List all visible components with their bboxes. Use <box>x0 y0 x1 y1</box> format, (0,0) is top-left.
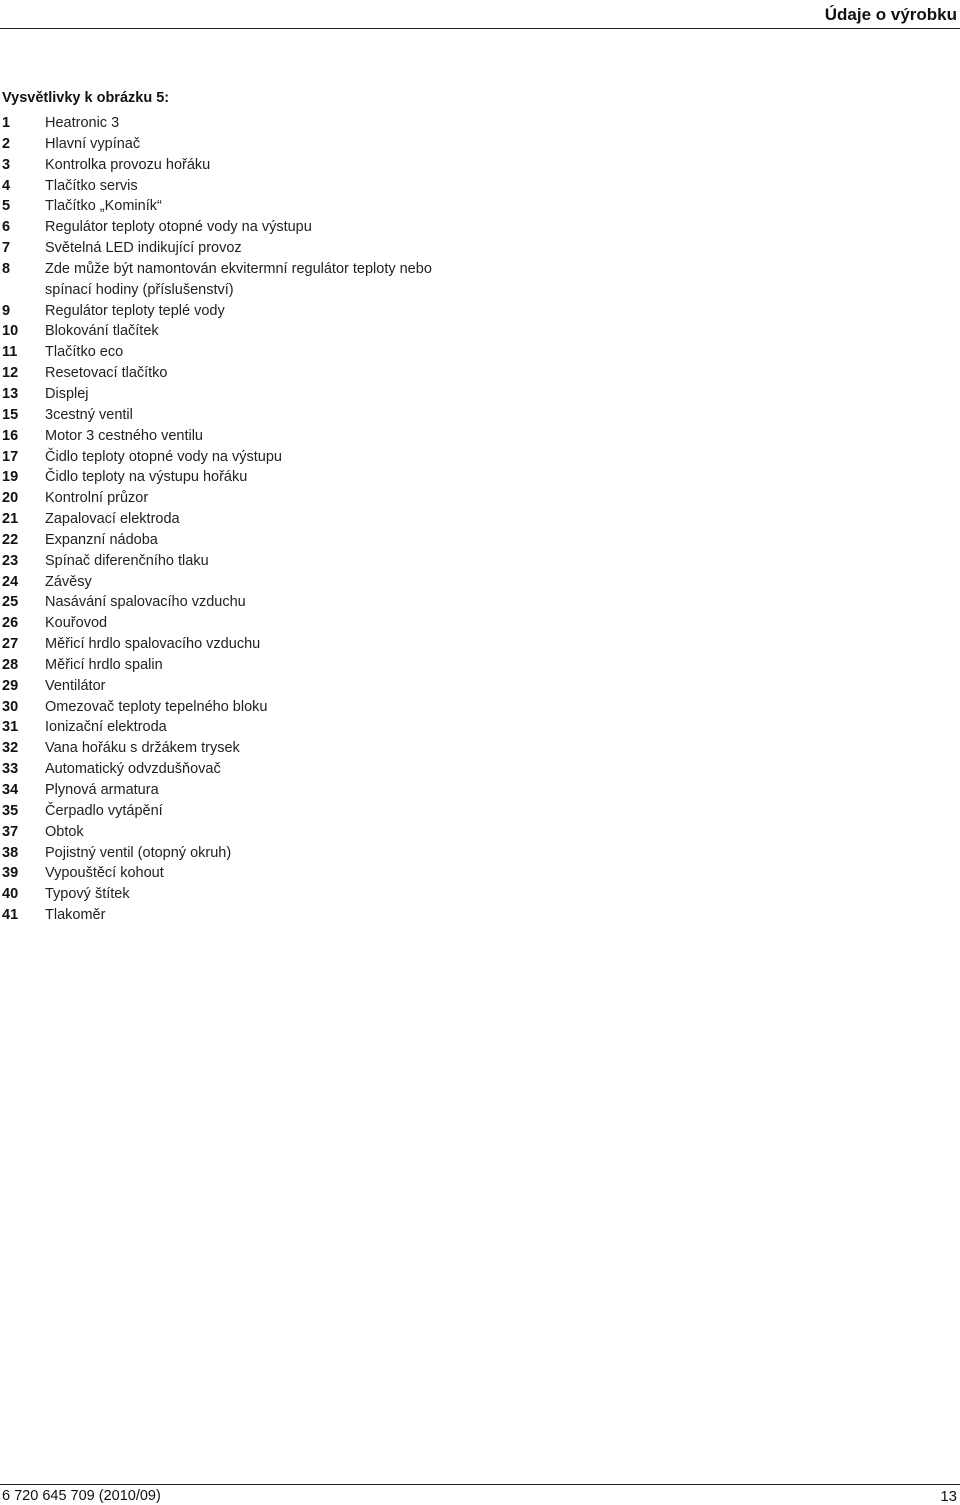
legend-item-number: 2 <box>2 135 11 152</box>
legend-item <box>2 321 902 342</box>
legend-item-text: Měřicí hrdlo spalovacího vzduchu <box>45 636 261 653</box>
legend-item-text: Plynová armatura <box>45 782 159 798</box>
legend-item <box>2 551 902 572</box>
legend-item-number: 41 <box>2 907 19 924</box>
legend-item <box>2 363 902 384</box>
legend-list <box>2 113 902 926</box>
legend-item <box>2 488 902 509</box>
legend-item-text: Světelná LED indikující provoz <box>45 240 242 257</box>
legend-item-number: 6 <box>2 219 11 236</box>
legend-item-text: Displej <box>45 385 89 402</box>
legend-item <box>2 176 902 197</box>
legend-item <box>2 843 902 864</box>
legend-item-number: 32 <box>2 740 19 757</box>
legend-item-number: 4 <box>2 177 11 194</box>
legend-item <box>2 905 902 926</box>
legend-item-text: Regulátor teploty otopné vody na výstupu <box>45 219 312 236</box>
legend-item-text: Blokování tlačítek <box>45 323 159 340</box>
page-number: 13 <box>940 1488 957 1505</box>
legend-item-text: Regulátor teploty teplé vody <box>45 302 225 319</box>
legend-item-number: 5 <box>2 198 11 215</box>
legend-item-text: Kontrolní průzor <box>45 490 149 507</box>
legend-item-number: 16 <box>2 427 19 444</box>
legend-item-number: 3 <box>2 156 11 173</box>
legend-item <box>2 217 902 238</box>
legend-item-text: Vana hořáku s držákem trysek <box>45 740 240 757</box>
legend-item-text: Pojistný ventil (otopný okruh) <box>45 844 232 861</box>
legend-item-number: 34 <box>2 782 19 798</box>
legend-item <box>2 863 902 884</box>
legend-item <box>2 634 902 655</box>
legend-item-text: Kouřovod <box>45 615 108 632</box>
legend-item <box>2 884 902 905</box>
legend-item-text: Tlačítko eco <box>45 344 124 361</box>
legend-item-text: Tlačítko servis <box>45 177 138 194</box>
header-divider <box>0 28 960 29</box>
legend-item <box>2 196 902 217</box>
legend-item <box>2 655 902 676</box>
legend-item <box>2 801 902 822</box>
legend-item-text: Expanzní nádoba <box>45 531 158 548</box>
page-header <box>0 0 960 30</box>
legend-item-number: 40 <box>2 886 19 903</box>
legend-item-text: Automatický odvzdušňovač <box>45 761 221 778</box>
legend-item-text: Závěsy <box>45 573 92 590</box>
legend-item <box>2 572 902 593</box>
legend-item-number: 33 <box>2 761 19 778</box>
legend-item <box>2 738 902 759</box>
legend-item <box>2 676 902 697</box>
legend-item-number: 38 <box>2 844 19 861</box>
legend-item-text: Čidlo teploty otopné vody na výstupu <box>45 448 282 465</box>
legend-item <box>2 426 902 447</box>
legend-item-text: Čidlo teploty na výstupu hořáku <box>45 469 248 486</box>
legend-item-number: 37 <box>2 823 19 840</box>
legend-item-number: 7 <box>2 240 11 257</box>
legend-item-number: 28 <box>2 656 19 673</box>
legend-item-text: Ventilátor <box>45 677 106 694</box>
legend-item <box>2 447 902 468</box>
legend-item-number: 13 <box>2 385 19 402</box>
legend-item-text: Spínač diferenčního tlaku <box>45 552 209 569</box>
legend-item-number: 8 <box>2 260 11 277</box>
legend-item-number: 39 <box>2 865 19 882</box>
legend-item-number: 20 <box>2 490 19 507</box>
legend-item-text: Zde může být namontován ekvitermní regulátor teploty nebo spínací hodiny (příslušenství) <box>45 260 436 298</box>
legend-item <box>2 592 902 613</box>
legend-item <box>2 342 902 363</box>
document-code: 6 720 645 709 (2010/09) <box>2 1488 161 1504</box>
legend-item <box>2 780 902 801</box>
legend-item-number: 1 <box>2 115 11 131</box>
legend-item-number: 24 <box>2 573 19 590</box>
legend-item <box>2 134 902 155</box>
legend-item <box>2 384 902 405</box>
legend-item <box>2 259 902 301</box>
legend-item-text: Kontrolka provozu hořáku <box>45 156 211 173</box>
legend-item-number: 25 <box>2 594 19 611</box>
legend-item <box>2 113 902 134</box>
legend-title: Vysvětlivky k obrázku 5: <box>2 90 170 106</box>
legend-item <box>2 822 902 843</box>
legend-item-text: Vypouštěcí kohout <box>45 865 164 882</box>
legend-item <box>2 759 902 780</box>
legend-item <box>2 155 902 176</box>
legend-item-text: Obtok <box>45 823 84 840</box>
legend-item <box>2 613 902 634</box>
legend-item-number: 9 <box>2 302 11 319</box>
legend-item-number: 21 <box>2 511 19 528</box>
legend-item <box>2 530 902 551</box>
legend-item-number: 19 <box>2 469 19 486</box>
legend-item-number: 17 <box>2 448 19 465</box>
legend-item-text: Heatronic 3 <box>45 115 120 131</box>
legend-item-number: 30 <box>2 698 19 715</box>
legend-item-text: Omezovač teploty tepelného bloku <box>45 698 268 715</box>
legend-item-text: Čerpadlo vytápění <box>45 802 163 819</box>
legend-item <box>2 717 902 738</box>
legend-item-number: 31 <box>2 719 19 736</box>
legend-item <box>2 238 902 259</box>
legend-item-text: Resetovací tlačítko <box>45 365 168 382</box>
legend-item-text: Ionizační elektroda <box>45 719 167 736</box>
legend-item-text: Typový štítek <box>45 886 130 903</box>
legend-item <box>2 405 902 426</box>
legend-item-number: 35 <box>2 802 19 819</box>
section-title: Údaje o výrobku <box>824 5 957 24</box>
legend-item <box>2 301 902 322</box>
legend-item <box>2 697 902 718</box>
legend-item-text: Tlačítko „Kominík“ <box>45 198 162 215</box>
legend-item <box>2 509 902 530</box>
legend-item-text: Zapalovací elektroda <box>45 511 180 528</box>
legend-item-text: Hlavní vypínač <box>45 135 141 152</box>
legend-item-number: 10 <box>2 323 19 340</box>
legend-item-text: Měřicí hrdlo spalin <box>45 656 163 673</box>
legend-item-number: 22 <box>2 531 19 548</box>
legend-item-number: 27 <box>2 636 19 653</box>
footer-divider <box>0 1484 960 1485</box>
legend-item-number: 12 <box>2 365 19 382</box>
legend-item-number: 15 <box>2 406 19 423</box>
legend-item <box>2 467 902 488</box>
legend-item-number: 29 <box>2 677 19 694</box>
legend-item-text: Nasávání spalovacího vzduchu <box>45 594 246 611</box>
legend-item-text: 3cestný ventil <box>45 406 133 423</box>
legend-item-text: Tlakoměr <box>45 907 106 924</box>
legend-item-text: Motor 3 cestného ventilu <box>45 427 203 444</box>
legend-item-number: 26 <box>2 615 19 632</box>
legend-item-number: 23 <box>2 552 19 569</box>
legend-item-number: 11 <box>2 344 18 361</box>
